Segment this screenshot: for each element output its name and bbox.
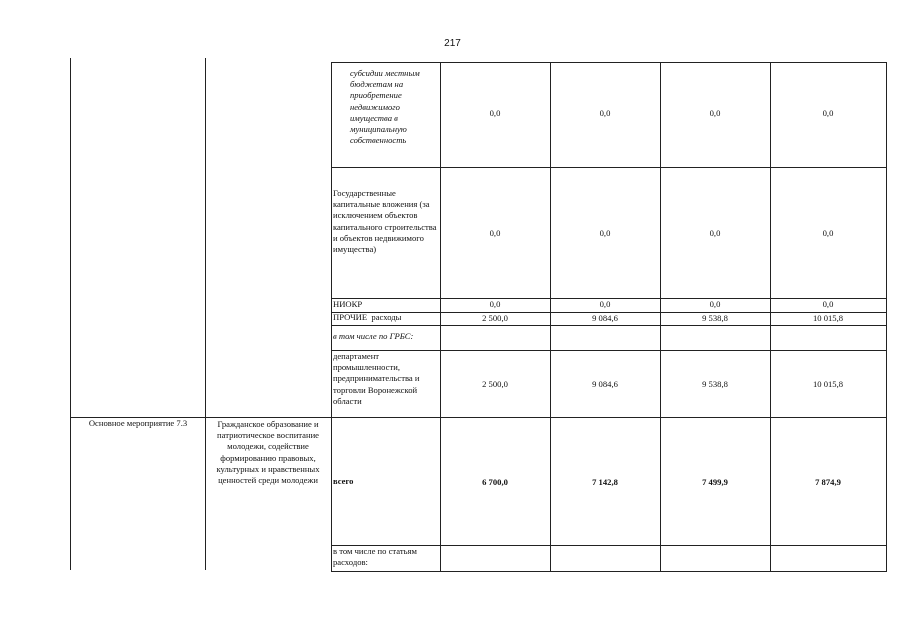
table-border-left bbox=[70, 58, 71, 570]
value-cell: 2 500,0 bbox=[482, 379, 508, 389]
row-label: субсидии местным бюджетам на приобретение недвижимого имущества в муниципальную собственность bbox=[350, 68, 420, 146]
value-cell: 0,0 bbox=[709, 108, 721, 118]
table-divider-col3 bbox=[331, 62, 332, 572]
row-label: ПРОЧИЕ расходы bbox=[333, 312, 402, 322]
row-line bbox=[331, 62, 887, 63]
row-label: в том числе по ГРБС: bbox=[333, 331, 414, 341]
value-cell: 9 084,6 bbox=[592, 379, 618, 389]
value-cell: 6 700,0 bbox=[482, 477, 508, 487]
value-cell: 0,0 bbox=[489, 299, 501, 309]
row-line bbox=[331, 571, 887, 572]
value-cell: 0,0 bbox=[489, 228, 501, 238]
activity-title: Гражданское образование и патриотическое воспитание молодежи, содействие формированию правовых, культурных и нравственных ценностей среди молодежи bbox=[216, 419, 320, 486]
value-cell: 0,0 bbox=[489, 108, 501, 118]
value-cell: 0,0 bbox=[709, 299, 721, 309]
page-number: 217 bbox=[444, 38, 461, 49]
activity-code: Основное мероприятие 7.3 bbox=[88, 418, 188, 428]
row-label: департамент промышленности, предпринимательства и торговли Воронежской области bbox=[333, 351, 420, 406]
value-cell: 0,0 bbox=[599, 228, 611, 238]
table-border-right bbox=[886, 62, 887, 572]
value-cell: 0,0 bbox=[599, 108, 611, 118]
row-label: НИОКР bbox=[333, 299, 363, 309]
value-cell: 9 538,8 bbox=[702, 379, 728, 389]
value-cell: 0,0 bbox=[822, 299, 834, 309]
value-cell: 10 015,8 bbox=[812, 313, 844, 323]
table-divider-col2 bbox=[205, 58, 206, 570]
row-label: в том числе по статьям расходов: bbox=[333, 546, 417, 568]
value-cell: 10 015,8 bbox=[812, 379, 844, 389]
value-cell: 7 499,9 bbox=[702, 477, 728, 487]
row-label: Государственные капитальные вложения (за исключением объектов капитального строительства и объектов недвижимого имущества) bbox=[333, 188, 437, 255]
value-cell: 7 142,8 bbox=[592, 477, 618, 487]
value-cell: 9 538,8 bbox=[702, 313, 728, 323]
value-cell: 0,0 bbox=[599, 299, 611, 309]
value-cell: 0,0 bbox=[822, 228, 834, 238]
row-line bbox=[331, 325, 887, 326]
row-line bbox=[331, 167, 887, 168]
value-cell: 9 084,6 bbox=[592, 313, 618, 323]
value-cell: 0,0 bbox=[709, 228, 721, 238]
value-cell: 0,0 bbox=[822, 108, 834, 118]
value-cell: 2 500,0 bbox=[482, 313, 508, 323]
row-label: всего bbox=[333, 476, 354, 486]
value-cell: 7 874,9 bbox=[815, 477, 841, 487]
